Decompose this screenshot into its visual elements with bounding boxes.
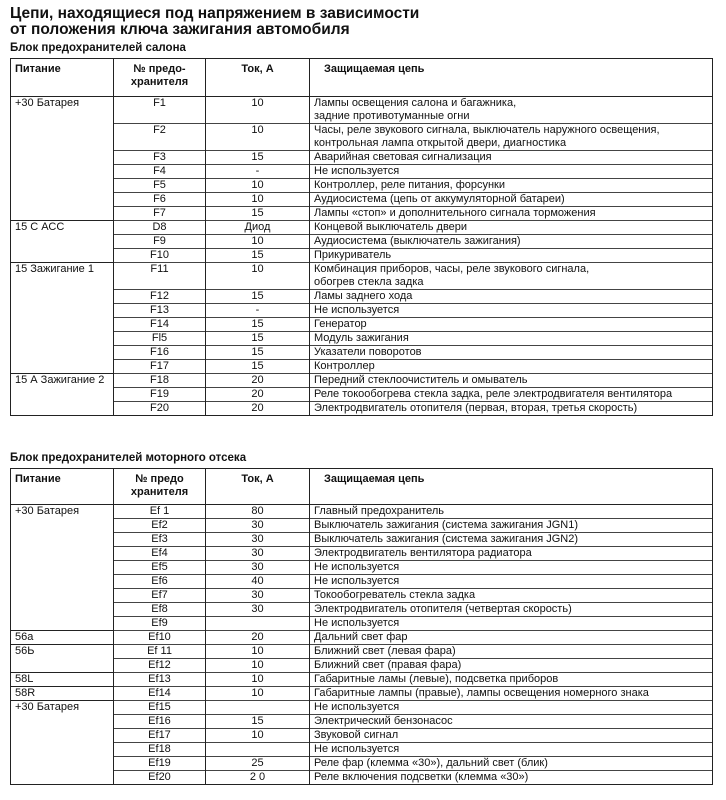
table-row	[11, 757, 713, 771]
circuit-cell: Комбинация приборов, часы, реле звукового сигнала, обогрев стекла задка	[310, 263, 713, 290]
circuit-cell: Главный предохранитель	[310, 505, 713, 519]
current-cell: -	[206, 304, 310, 318]
circuit-cell: Реле фар (клемма «30»), дальний свет (блик)	[310, 757, 713, 771]
fuse-number-cell: Ef14	[114, 687, 206, 701]
table-row	[11, 388, 713, 402]
current-cell: 20	[206, 631, 310, 645]
current-cell: 2 0	[206, 771, 310, 785]
circuit-cell: Габаритные лампы (правые), лампы освещения номерного знака	[310, 687, 713, 701]
table-row	[11, 346, 713, 360]
current-cell: 80	[206, 505, 310, 519]
circuit-cell: Лампы освещения салона и багажника, задние противотуманные огни	[310, 97, 713, 124]
circuit-cell: Лампы «стоп» и дополнительного сигнала торможения	[310, 207, 713, 221]
circuit-cell: Ближний свет (правая фара)	[310, 659, 713, 673]
table-row	[11, 547, 713, 561]
table-row	[11, 97, 713, 124]
table-row	[11, 575, 713, 589]
current-cell: 30	[206, 603, 310, 617]
fuse-number-cell: F14	[114, 318, 206, 332]
current-cell: 10	[206, 687, 310, 701]
circuit-cell: Не используется	[310, 701, 713, 715]
circuit-cell: Реле токообогрева стекла задка, реле электродвигателя вентилятора	[310, 388, 713, 402]
circuit-cell: Ламы заднего хода	[310, 290, 713, 304]
fuse-number-cell: F3	[114, 151, 206, 165]
current-cell: 15	[206, 318, 310, 332]
power-cell	[11, 360, 114, 374]
circuit-cell: Аудиосистема (выключатель зажигания)	[310, 235, 713, 249]
fuse-number-cell: Ef3	[114, 533, 206, 547]
power-cell: 58L	[11, 673, 114, 687]
power-cell	[11, 402, 114, 416]
circuit-cell: Не используется	[310, 561, 713, 575]
current-cell: 15	[206, 151, 310, 165]
circuit-cell: Электродвигатель отопителя (четвертая скорость)	[310, 603, 713, 617]
fuse-number-cell: Ef17	[114, 729, 206, 743]
table-row	[11, 360, 713, 374]
circuit-cell: Не используется	[310, 165, 713, 179]
power-cell	[11, 659, 114, 673]
fuse-number-cell: F12	[114, 290, 206, 304]
power-cell	[11, 388, 114, 402]
table-row	[11, 715, 713, 729]
current-cell	[206, 701, 310, 715]
current-cell: 10	[206, 97, 310, 124]
fuse-number-cell: Ef 11	[114, 645, 206, 659]
power-cell	[11, 533, 114, 547]
page-title	[10, 6, 710, 38]
table-row	[11, 249, 713, 263]
current-cell: 10	[206, 645, 310, 659]
table-row	[11, 505, 713, 519]
power-cell	[11, 575, 114, 589]
circuit-cell: Указатели поворотов	[310, 346, 713, 360]
fuse-number-cell: D8	[114, 221, 206, 235]
fuse-number-cell: Ef12	[114, 659, 206, 673]
current-cell: 10	[206, 124, 310, 151]
table-row	[11, 631, 713, 645]
power-cell	[11, 249, 114, 263]
power-cell: +30 Батарея	[11, 701, 114, 715]
power-cell	[11, 304, 114, 318]
fuse-number-cell: F4	[114, 165, 206, 179]
header-power: Питание	[11, 469, 114, 505]
current-cell: 10	[206, 729, 310, 743]
header-circuit: Защищаемая цепь	[310, 469, 713, 505]
salon-table-body	[11, 97, 713, 416]
power-cell	[11, 165, 114, 179]
current-cell: 15	[206, 346, 310, 360]
fuse-number-cell: F17	[114, 360, 206, 374]
current-cell: 10	[206, 263, 310, 290]
fuse-number-cell: Ef20	[114, 771, 206, 785]
fuse-number-cell: Ef6	[114, 575, 206, 589]
table-row	[11, 151, 713, 165]
power-cell	[11, 729, 114, 743]
current-cell: -	[206, 165, 310, 179]
power-cell: 58R	[11, 687, 114, 701]
power-cell: +30 Батарея	[11, 97, 114, 124]
table-row	[11, 617, 713, 631]
current-cell: 30	[206, 547, 310, 561]
current-cell: 15	[206, 332, 310, 346]
power-cell	[11, 561, 114, 575]
table-row	[11, 193, 713, 207]
current-cell: 20	[206, 374, 310, 388]
circuit-cell: Аудиосистема (цепь от аккумуляторной батареи)	[310, 193, 713, 207]
table-row	[11, 603, 713, 617]
fuse-number-cell: Ef7	[114, 589, 206, 603]
fuse-number-cell: Ef 1	[114, 505, 206, 519]
current-cell: 10	[206, 659, 310, 673]
power-cell	[11, 519, 114, 533]
power-cell	[11, 193, 114, 207]
fuse-number-cell: F6	[114, 193, 206, 207]
table-row	[11, 743, 713, 757]
circuit-cell: Электродвигатель отопителя (первая, вторая, третья скорость)	[310, 402, 713, 416]
fuse-number-cell: Ef13	[114, 673, 206, 687]
table-row	[11, 290, 713, 304]
table-row	[11, 533, 713, 547]
engine-fuse-table	[10, 468, 713, 785]
fuse-number-cell: F16	[114, 346, 206, 360]
current-cell: 15	[206, 249, 310, 263]
fuse-number-cell: Ef10	[114, 631, 206, 645]
circuit-cell: Выключатель зажигания (система зажигания JGN2)	[310, 533, 713, 547]
fuse-number-cell: Ef2	[114, 519, 206, 533]
engine-table-header	[11, 469, 713, 505]
current-cell	[206, 617, 310, 631]
circuit-cell: Генератор	[310, 318, 713, 332]
engine-table-body	[11, 505, 713, 785]
power-cell	[11, 179, 114, 193]
power-cell: 15 А Зажигание 2	[11, 374, 114, 388]
table-row	[11, 729, 713, 743]
circuit-cell: Концевой выключатель двери	[310, 221, 713, 235]
circuit-cell: Не используется	[310, 304, 713, 318]
table-row	[11, 124, 713, 151]
fuse-number-cell: Fl5	[114, 332, 206, 346]
header-circuit: Защищаемая цепь	[310, 59, 713, 97]
fuse-number-cell: Ef5	[114, 561, 206, 575]
circuit-cell: Реле включения подсветки (клемма «30»)	[310, 771, 713, 785]
fuse-number-cell: F5	[114, 179, 206, 193]
power-cell	[11, 151, 114, 165]
power-cell	[11, 715, 114, 729]
current-cell: 15	[206, 290, 310, 304]
page-title-line-1: Цепи, находящиеся под напряжением в зависимости	[10, 5, 420, 22]
current-cell: 30	[206, 589, 310, 603]
header-current: Ток, А	[206, 59, 310, 97]
table-row	[11, 402, 713, 416]
current-cell: 40	[206, 575, 310, 589]
header-fuse-number: № предо- хранителя	[114, 59, 206, 97]
current-cell: 15	[206, 360, 310, 374]
fuse-number-cell: Ef15	[114, 701, 206, 715]
power-cell	[11, 318, 114, 332]
table-row	[11, 673, 713, 687]
circuit-cell: Контроллер	[310, 360, 713, 374]
fuse-number-cell: Ef9	[114, 617, 206, 631]
power-cell	[11, 290, 114, 304]
power-cell	[11, 332, 114, 346]
current-cell: 30	[206, 561, 310, 575]
current-cell: 20	[206, 388, 310, 402]
circuit-cell: Звуковой сигнал	[310, 729, 713, 743]
table-row	[11, 318, 713, 332]
fuse-number-cell: Ef18	[114, 743, 206, 757]
current-cell	[206, 743, 310, 757]
table-row	[11, 701, 713, 715]
circuit-cell: Токообогреватель стекла задка	[310, 589, 713, 603]
current-cell: 20	[206, 402, 310, 416]
circuit-cell: Передний стеклоочиститель и омыватель	[310, 374, 713, 388]
power-cell: 15 С АСС	[11, 221, 114, 235]
power-cell	[11, 346, 114, 360]
fuse-number-cell: F2	[114, 124, 206, 151]
power-cell	[11, 757, 114, 771]
power-cell	[11, 547, 114, 561]
page-title-line-2: от положения ключа зажигания автомобиля	[10, 21, 350, 38]
power-cell: 15 Зажигание 1	[11, 263, 114, 290]
engine-section-title: Блок предохранителей моторного отсека	[10, 452, 247, 464]
current-cell: 30	[206, 519, 310, 533]
header-fuse-number: № предо хранителя	[114, 469, 206, 505]
circuit-cell: Аварийная световая сигнализация	[310, 151, 713, 165]
salon-table-header	[11, 59, 713, 97]
table-row	[11, 374, 713, 388]
fuse-number-cell: F11	[114, 263, 206, 290]
table-row	[11, 659, 713, 673]
power-cell	[11, 771, 114, 785]
circuit-cell: Габаритные ламы (левые), подсветка приборов	[310, 673, 713, 687]
table-row	[11, 165, 713, 179]
circuit-cell: Прикуриватель	[310, 249, 713, 263]
circuit-cell: Ближний свет (левая фара)	[310, 645, 713, 659]
power-cell	[11, 589, 114, 603]
power-cell: 56a	[11, 631, 114, 645]
circuit-cell: Электродвигатель вентилятора радиатора	[310, 547, 713, 561]
circuit-cell: Контроллер, реле питания, форсунки	[310, 179, 713, 193]
table-row	[11, 207, 713, 221]
table-row	[11, 235, 713, 249]
table-row	[11, 263, 713, 290]
current-cell: 15	[206, 715, 310, 729]
power-cell	[11, 207, 114, 221]
table-row	[11, 561, 713, 575]
table-row	[11, 221, 713, 235]
circuit-cell: Не используется	[310, 617, 713, 631]
power-cell	[11, 603, 114, 617]
power-cell: 56Ь	[11, 645, 114, 659]
table-row	[11, 179, 713, 193]
fuse-number-cell: Ef8	[114, 603, 206, 617]
fuse-number-cell: F7	[114, 207, 206, 221]
circuit-cell: Не используется	[310, 575, 713, 589]
table-row	[11, 771, 713, 785]
table-row	[11, 645, 713, 659]
circuit-cell: Часы, реле звукового сигнала, выключатель наружного освещения, контрольная лампа открытой двери, диагностика	[310, 124, 713, 151]
power-cell	[11, 617, 114, 631]
header-current: Ток, А	[206, 469, 310, 505]
current-cell: 10	[206, 235, 310, 249]
power-cell	[11, 124, 114, 151]
salon-section-title: Блок предохранителей салона	[10, 42, 186, 54]
table-row	[11, 304, 713, 318]
circuit-cell: Выключатель зажигания (система зажигания JGN1)	[310, 519, 713, 533]
table-row	[11, 687, 713, 701]
current-cell: 10	[206, 193, 310, 207]
table-row	[11, 519, 713, 533]
current-cell: 10	[206, 179, 310, 193]
fuse-number-cell: F20	[114, 402, 206, 416]
salon-fuse-table	[10, 58, 713, 416]
fuse-number-cell: F13	[114, 304, 206, 318]
fuse-number-cell: F10	[114, 249, 206, 263]
fuse-number-cell: Ef16	[114, 715, 206, 729]
current-cell: 30	[206, 533, 310, 547]
header-power: Питание	[11, 59, 114, 97]
fuse-number-cell: F19	[114, 388, 206, 402]
current-cell: 15	[206, 207, 310, 221]
fuse-number-cell: F18	[114, 374, 206, 388]
circuit-cell: Электрический бензонасос	[310, 715, 713, 729]
fuse-number-cell: F9	[114, 235, 206, 249]
circuit-cell: Дальний свет фар	[310, 631, 713, 645]
circuit-cell: Модуль зажигания	[310, 332, 713, 346]
fuse-number-cell: Ef4	[114, 547, 206, 561]
table-row	[11, 332, 713, 346]
table-row	[11, 589, 713, 603]
fuse-number-cell: F1	[114, 97, 206, 124]
current-cell: 10	[206, 673, 310, 687]
power-cell	[11, 235, 114, 249]
current-cell: 25	[206, 757, 310, 771]
circuit-cell: Не используется	[310, 743, 713, 757]
power-cell	[11, 743, 114, 757]
current-cell: Диод	[206, 221, 310, 235]
power-cell: +30 Батарея	[11, 505, 114, 519]
fuse-number-cell: Ef19	[114, 757, 206, 771]
